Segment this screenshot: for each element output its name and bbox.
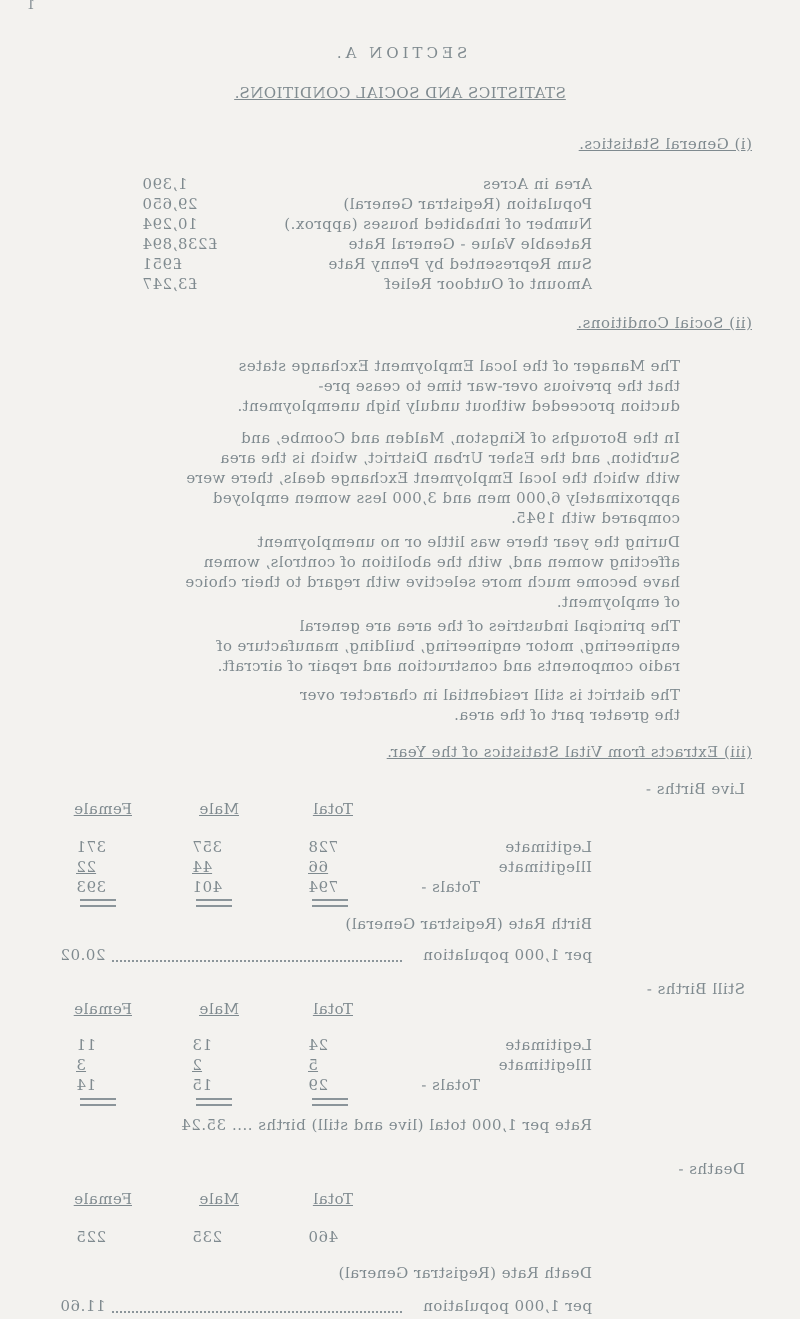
cell-value: 29 — [308, 1076, 329, 1094]
total-rule — [312, 1098, 348, 1106]
cell-value: 371 — [76, 838, 107, 856]
page-title: STATISTICS AND SOCIAL CONDITIONS. — [234, 84, 566, 102]
column-header-male: Male — [199, 1000, 239, 1018]
cell-value: 3 — [76, 1056, 87, 1074]
still-birth-rate: Rate per 1,000 total (live and still) births .... 35.24 — [180, 1116, 592, 1134]
column-header-female: Female — [73, 1190, 132, 1208]
row-label: Totals - — [420, 1076, 480, 1094]
stat-value: £3,247 — [142, 275, 198, 293]
stat-value: 29,650 — [142, 195, 198, 213]
social-paragraph: In the Boroughs of Kingston, Malden and Coombe, and Surbiton, and the Esher Urban District, which is the area with which the local Employment Exchange deals, there were approximately 6,000 men and 3,000 less women employed compared with 1945. — [185, 429, 680, 527]
dot-leader — [112, 1311, 402, 1313]
stat-value: £951 — [142, 255, 183, 273]
total-rule — [196, 1098, 232, 1106]
vital-statistics-heading: (iii) Extracts from Vital Statistics of the Year. — [386, 743, 752, 761]
birth-rate-label: Birth Rate (Registrar General) — [344, 915, 592, 933]
cell-value: 13 — [192, 1036, 213, 1054]
cell-value: 14 — [76, 1076, 97, 1094]
general-statistics-heading: (i) General Statistics. — [578, 135, 752, 153]
stat-value: 10,294 — [142, 215, 198, 233]
row-label: Illegitimate — [498, 1056, 592, 1074]
stat-label: Amount of Outdoor Relief — [384, 275, 592, 293]
cell-value: 794 — [308, 878, 339, 896]
row-label: Legitimate — [504, 838, 592, 856]
dot-leader — [112, 960, 402, 962]
social-conditions-heading: (ii) Social Conditions. — [576, 314, 752, 332]
cell-value: 15 — [192, 1076, 213, 1094]
cell-value: 393 — [76, 878, 107, 896]
live-births-label: Live Births - — [645, 780, 745, 798]
row-label: Totals - — [420, 878, 480, 896]
stat-label: Sum Represented by Penny Rate — [328, 255, 592, 273]
death-rate-label: Death Rate (Registrar General) — [338, 1264, 592, 1282]
column-header-female: Female — [73, 1000, 132, 1018]
cell-value: 44 — [192, 858, 213, 876]
total-rule — [312, 899, 348, 907]
cell-value: 225 — [76, 1228, 107, 1246]
cell-value: 24 — [308, 1036, 329, 1054]
stat-label: Number of inhabited houses (approx.) — [283, 215, 592, 233]
stat-value: 1,390 — [142, 175, 188, 193]
death-rate-sublabel: per 1,000 population — [422, 1297, 592, 1315]
cell-value: 2 — [192, 1056, 203, 1074]
cell-value: 401 — [192, 878, 223, 896]
stat-label: Area in Acres — [482, 175, 592, 193]
column-header-total: Total — [312, 800, 353, 818]
section-heading: SECTION A. — [332, 44, 468, 62]
social-paragraph: During the year there was little or no unemployment affecting women and, with the abolition of controls, women have become much more selective with regard to their choice of employment. — [184, 533, 680, 611]
birth-rate-value: 20.02 — [60, 946, 106, 964]
total-rule — [80, 1098, 116, 1106]
social-paragraph: The principal industries of the area are general engineering, motor engineering, building, manufacture of radio components and construction and repair of aircraft. — [216, 617, 680, 675]
cell-value: 357 — [192, 838, 223, 856]
cell-value: 460 — [308, 1228, 339, 1246]
death-rate-value: 11.60 — [60, 1297, 106, 1315]
cell-value: 22 — [76, 858, 97, 876]
cell-value: 66 — [308, 858, 329, 876]
still-births-label: Still Births - — [646, 980, 745, 998]
deaths-label: Deaths - — [677, 1160, 745, 1178]
column-header-total: Total — [312, 1000, 353, 1018]
cell-value: 235 — [192, 1228, 223, 1246]
column-header-male: Male — [199, 800, 239, 818]
cell-value: 728 — [308, 838, 339, 856]
social-paragraph: The district is still residential in character over the greater part of the area. — [299, 686, 680, 724]
total-rule — [80, 899, 116, 907]
birth-rate-sublabel: per 1,000 population — [422, 946, 592, 964]
stat-value: £238,894 — [142, 235, 218, 253]
row-label: Legitimate — [504, 1036, 592, 1054]
page-mark: 1 — [26, 0, 35, 13]
column-header-female: Female — [73, 800, 132, 818]
stat-label: Rateable Value - General Rate — [348, 235, 592, 253]
social-paragraph: The Manager of the local Employment Exchange states that the previous over-war time to cease pre- duction proceeded without unduly high unemployment. — [237, 357, 680, 415]
total-rule — [196, 899, 232, 907]
cell-value: 5 — [308, 1056, 319, 1074]
column-header-total: Total — [312, 1190, 353, 1208]
row-label: Illegitimate — [498, 858, 592, 876]
cell-value: 11 — [76, 1036, 97, 1054]
stat-label: Population (Registrar General) — [342, 195, 592, 213]
column-header-male: Male — [199, 1190, 239, 1208]
